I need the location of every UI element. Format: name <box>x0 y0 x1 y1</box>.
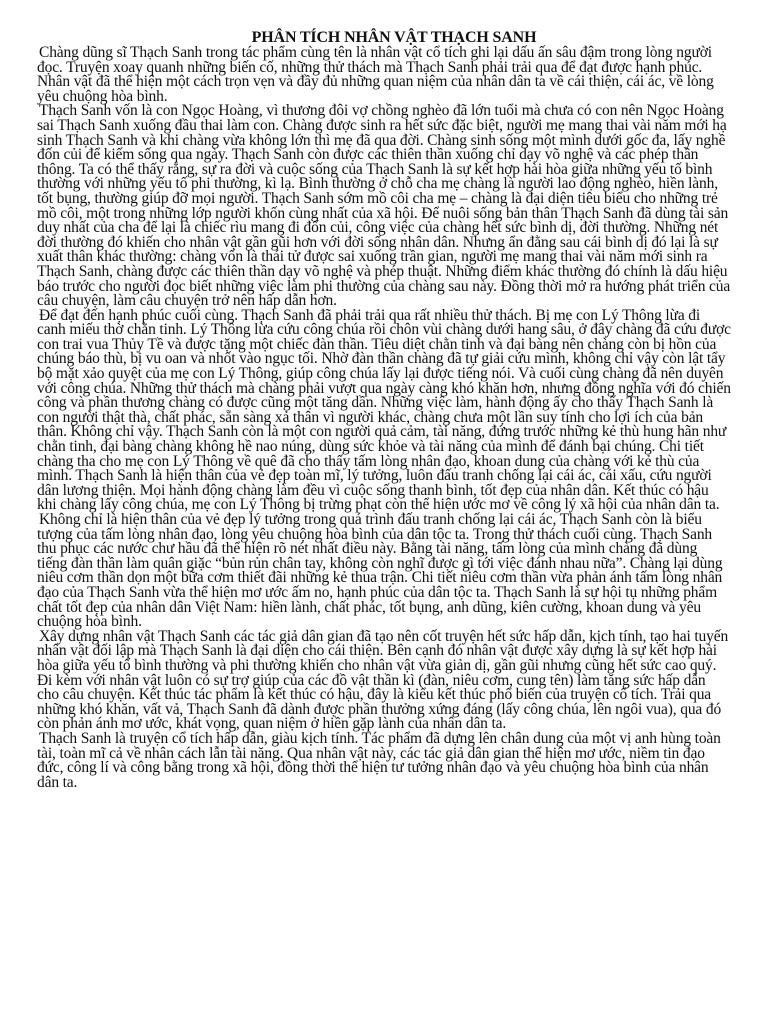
paragraph-origin: Thạch Sanh vốn là con Ngọc Hoàng, vì thương đôi vợ chồng nghèo đã lớn tuổi mà chưa có con nên Ngọc Hoàng sai Thạch Sanh xuống đầu thai làm con. Chàng được sinh ra hết sức đặc biệt, người mẹ mang thai vài năm mới hạ sinh Thạch Sanh và khi chàng vừa không lớn thì mẹ đã qua đời. Chàng sinh sống một mình dưới gốc đa, lấy nghề đốn củi để kiếm sống qua ngày. Thạch Sanh còn được các thiên thần xuống chỉ dạy võ nghệ và các phép thần thông. Ta có thể thấy rằng, sự ra đời và cuộc sống của Thạch Sanh là sự kết hợp hài hòa giữa những yếu tố bình thường với những yếu tố phi thường, kì lạ. Bình thường ở chỗ cha mẹ chàng là người lao động nghèo, hiền lành, tốt bụng, thường giúp đỡ mọi người. Thạch Sanh sớm mồ côi cha mẹ – chàng là đại diện tiêu biểu cho những trẻ mồ côi, một trong những lớp người khốn cùng nhất của xã hội. Để nuôi sống bản thân Thạch Sanh đã dùng tài sản duy nhất của cha để lại là chiếc rìu mang đi đốn củi, công việc của chàng hết sức bình dị, đời thường. Những nét đời thường đó khiến cho nhân vật gần gũi hơn với đời sống nhân dân. Nhưng ẩn đằng sau cái bình dị đó lại là sự xuất thân khác thường: chàng vốn là thái tử được sai xuống trần gian, người mẹ mang thai vài năm mới sinh ra Thạch Sanh, chàng được các thiên thần dạy võ nghệ và phép thuật. Những điểm khác thường đó chính là dấu hiệu báo trước cho người đọc biết những việc làm phi thường của chàng sau này. Đồng thời mở ra hướng phát triển của câu chuyện, làm câu chuyện trở nên hấp dẫn hơn. <box>37 102 731 310</box>
paragraph-artistry: Xây dựng nhân vật Thạch Sanh các tác giả dân gian đã tạo nên cốt truyện hết sức hấp dẫn, kịch tính, tạo hai tuyến nhân vật đối lập mà Thạch Sanh là đại diện cho cái thiện. Bên cạnh đó nhân vật được xây dựng là sự kết hợp hài hòa giữa yếu tố bình thường và phi thường khiến cho nhân vật vừa giản dị, gần gũi nhưng cũng hết sức cao quý. Đi kèm với nhân vật luôn có sự trợ giúp của các đồ vật thần kì (đàn, niêu cơm, cung tên) làm tăng sức hấp dẫn cho câu chuyện. Kết thúc tác phẩm là kết thúc có hậu, đây là kiểu kết thúc phổ biến của truyện cổ tích. Trải qua những khó khăn, vất vả, Thạch Sanh đã dành được phần thưởng xứng đáng (lấy công chúa, lên ngôi vua), qua đó còn phản ánh mơ ước, khát vọng, quan niệm ở hiền gặp lành của nhân dân ta. <box>37 627 729 733</box>
paragraph-intro: Chàng dũng sĩ Thạch Sanh trong tác phẩm cùng tên là nhân vật cổ tích ghi lại dấu ấn sâu đậm trong lòng người đọc. Truyện xoay quanh những biến cố, những thử thách mà Thạch Sanh phải trải qua để đạt được hạnh phúc. Nhân vật đã thể hiện một cách trọn vẹn và đầy đủ những quan niệm của nhân dân ta về cái thiện, cái ác, về lòng yêu chuộng hòa bình. <box>37 44 714 105</box>
document-page <box>37 30 731 790</box>
document-title: PHÂN TÍCH NHÂN VẬT THẠCH SANH <box>251 29 537 46</box>
paragraph-conclusion: Thạch Sanh là truyện cổ tích hấp dẫn, giàu kịch tính. Tác phẩm đã dựng lên chân dung của một vị anh hùng toàn tài, toàn mĩ cả về nhân cách lẫn tài năng. Qua nhân vật này, các tác giả dân gian thể hiện mơ ước, niềm tin đạo đức, công lí và công bằng trong xã hội, đồng thời thể hiện tư tưởng nhân đạo và yêu chuộng hòa bình của nhân dân ta. <box>37 729 721 791</box>
paragraph-humanity: Không chỉ là hiện thân của vẻ đẹp lý tưởng trong quá trình đấu tranh chống lại cái ác, Thạch Sanh còn là biểu tượng của tấm lòng nhân đạo, lòng yêu chuộng hòa bình của dân tộc ta. Trong thử thách cuối cùng. Thạch Sanh thu phục các nước chư hầu đã thể hiện rõ nét nhất điều này. Bằng tài năng, tấm lòng của mình chàng đã dùng tiếng đàn thần làm quân giặc “bủn rủn chân tay, không còn nghĩ được gì tới việc đánh nhau nữa”. Chàng lại dùng niêu cơm thần dọn một bữa cơm thiết đãi những kẻ thua trận. Chi tiết niêu cơm thần vừa phản ánh tấm lòng nhân đạo của Thạch Sanh vừa thể hiện mơ ước ấm no, hạnh phúc của dân tộc ta. Thạch Sanh là sự hội tụ những phẩm chất tốt đẹp của nhân dân Việt Nam: hiền lành, chất phác, tốt bụng, anh dũng, kiên cường, khoan dung và yêu chuộng hòa bình. <box>37 511 723 631</box>
paragraph-trials: Để đạt đến hạnh phúc cuối cùng. Thạch Sanh đã phải trải qua rất nhiều thử thách. Bị mẹ con Lý Thông lừa đi canh miếu thờ chằn tinh. Lý Thông lừa cứu công chúa rồi chôn vùi chàng dưới hang sâu, ở đây chàng đã cứu được con trai vua Thủy Tề và được tặng một chiếc đàn thần. Tiêu diệt chằn tinh và đại bàng nên chàng còn bị hồn của chúng báo thù, bị vu oan và nhốt vào ngục tối. Nhờ đàn thần chàng đã tự giải cứu mình, không chỉ vậy còn lật tẩy bộ mặt xảo quyệt của mẹ con Lý Thông, giúp công chúa lấy lại được tiếng nói. Và cuối cùng chàng đã nên duyên với công chúa. Những thử thách mà chàng phải vượt qua ngày càng khó khăn hơn, nhưng đồng nghĩa với đó chiến công và phần thương chàng có được cũng một tăng dần. Những việc làm, hành động ấy cho thấy Thạch Sanh là con người thật thà, chất phác, sẵn sàng xả thân vì người khác, chàng chưa một lần suy tính cho lợi ích của bản thân. Không chỉ vậy. Thạch Sanh còn là một con người quả cảm, tài năng, đứng trước những kẻ thù hung hãn như chằn tinh, đại bàng chàng không hề nao núng, dùng sức khỏe và tài năng của mình để đánh bại chúng. Chi tiết chàng tha cho mẹ con Lý Thông về quê đã cho thấy tấm lòng nhân đạo, khoan dung của chàng với kẻ thù của mình. Thạch Sanh là hiện thân của vẻ đẹp toàn mĩ, lý tưởng, luôn đấu tranh chống lại cái ác, cái xấu, cứu người dân lương thiện. Mọi hành động chàng làm đều vì cuộc sống thanh bình, tốt đẹp của nhân dân. Kết thúc có hậu khi chàng lấy công chúa, mẹ con Lý Thông bị trừng phạt còn thể hiện ước mơ về công lý xã hội của nhân dân ta. <box>37 306 731 514</box>
